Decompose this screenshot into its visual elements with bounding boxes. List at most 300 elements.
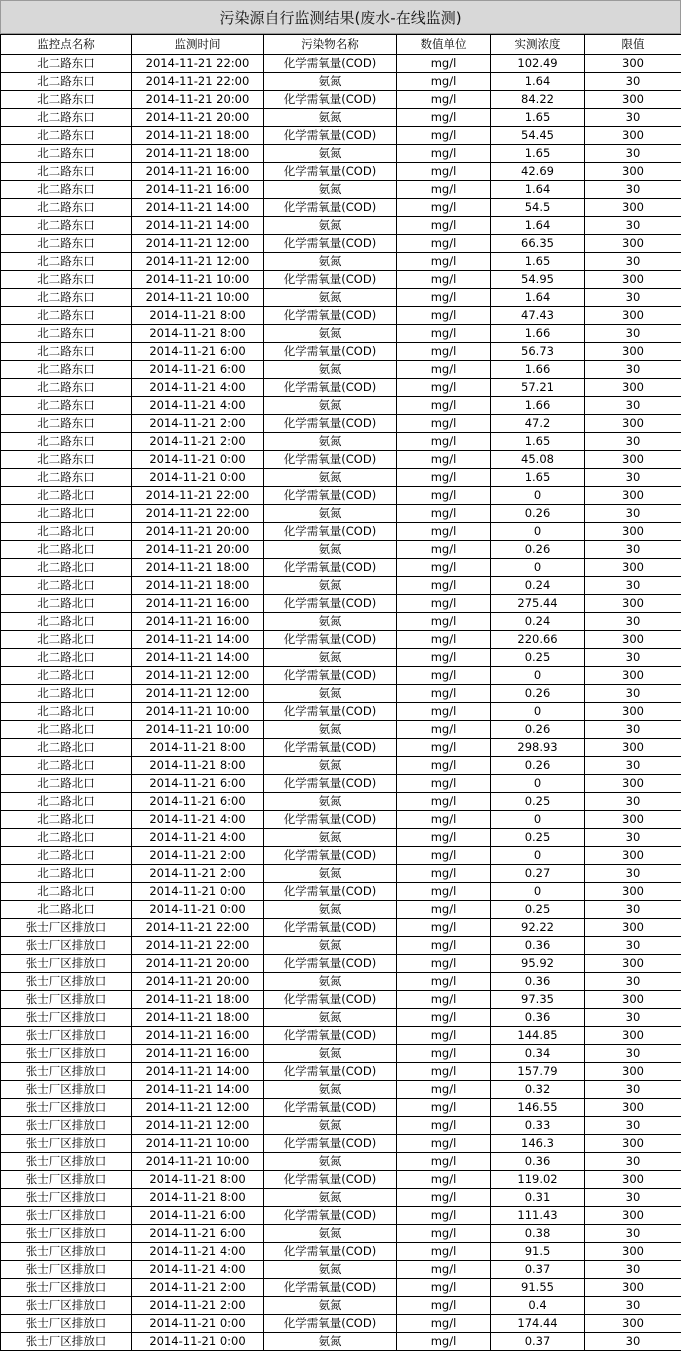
cell-limit: 30	[585, 829, 681, 847]
cell-limit: 30	[585, 541, 681, 559]
table-row	[1, 757, 681, 775]
cell-monitor-time: 2014-11-21 4:00	[132, 1243, 264, 1261]
cell-pollutant-name: 氨氮	[264, 1081, 397, 1099]
cell-limit: 30	[585, 793, 681, 811]
table-row	[1, 685, 681, 703]
cell-measured-value: 92.22	[491, 919, 585, 937]
cell-monitor-time: 2014-11-21 22:00	[132, 55, 264, 73]
table-row	[1, 739, 681, 757]
table-row	[1, 343, 681, 361]
table-row	[1, 793, 681, 811]
table-row	[1, 289, 681, 307]
cell-monitor-point: 张士厂区排放口	[1, 955, 132, 973]
cell-unit: mg/l	[397, 199, 491, 217]
cell-measured-value: 0.36	[491, 1153, 585, 1171]
cell-monitor-point: 北二路北口	[1, 523, 132, 541]
table-row	[1, 469, 681, 487]
cell-unit: mg/l	[397, 685, 491, 703]
cell-limit: 300	[585, 811, 681, 829]
cell-monitor-point: 张士厂区排放口	[1, 1153, 132, 1171]
cell-measured-value: 0.32	[491, 1081, 585, 1099]
table-row	[1, 1225, 681, 1243]
cell-pollutant-name: 氨氮	[264, 937, 397, 955]
cell-pollutant-name: 化学需氧量(COD)	[264, 163, 397, 181]
cell-monitor-time: 2014-11-21 10:00	[132, 721, 264, 739]
cell-unit: mg/l	[397, 1189, 491, 1207]
cell-measured-value: 174.44	[491, 1315, 585, 1333]
cell-measured-value: 0.24	[491, 613, 585, 631]
cell-monitor-point: 张士厂区排放口	[1, 937, 132, 955]
table-row	[1, 1099, 681, 1117]
cell-limit: 300	[585, 487, 681, 505]
cell-monitor-time: 2014-11-21 12:00	[132, 685, 264, 703]
cell-monitor-time: 2014-11-21 12:00	[132, 1099, 264, 1117]
cell-monitor-point: 北二路东口	[1, 199, 132, 217]
cell-measured-value: 1.65	[491, 109, 585, 127]
cell-monitor-point: 张士厂区排放口	[1, 1117, 132, 1135]
cell-pollutant-name: 化学需氧量(COD)	[264, 703, 397, 721]
cell-monitor-time: 2014-11-21 16:00	[132, 1027, 264, 1045]
cell-monitor-point: 北二路北口	[1, 847, 132, 865]
header-monitor-point: 监控点名称	[1, 35, 132, 55]
cell-monitor-point: 北二路东口	[1, 181, 132, 199]
cell-unit: mg/l	[397, 811, 491, 829]
cell-pollutant-name: 氨氮	[264, 1153, 397, 1171]
cell-monitor-time: 2014-11-21 14:00	[132, 199, 264, 217]
cell-monitor-time: 2014-11-21 6:00	[132, 1207, 264, 1225]
cell-monitor-time: 2014-11-21 16:00	[132, 163, 264, 181]
cell-monitor-time: 2014-11-21 22:00	[132, 937, 264, 955]
cell-pollutant-name: 化学需氧量(COD)	[264, 91, 397, 109]
cell-monitor-point: 北二路北口	[1, 703, 132, 721]
cell-monitor-point: 北二路东口	[1, 361, 132, 379]
cell-unit: mg/l	[397, 181, 491, 199]
cell-monitor-time: 2014-11-21 18:00	[132, 145, 264, 163]
cell-limit: 300	[585, 991, 681, 1009]
cell-pollutant-name: 化学需氧量(COD)	[264, 343, 397, 361]
cell-monitor-point: 张士厂区排放口	[1, 1315, 132, 1333]
table-row	[1, 271, 681, 289]
cell-pollutant-name: 化学需氧量(COD)	[264, 919, 397, 937]
cell-monitor-point: 北二路东口	[1, 325, 132, 343]
cell-limit: 30	[585, 1261, 681, 1279]
cell-monitor-point: 北二路东口	[1, 145, 132, 163]
cell-monitor-time: 2014-11-21 14:00	[132, 649, 264, 667]
cell-unit: mg/l	[397, 631, 491, 649]
cell-monitor-time: 2014-11-21 6:00	[132, 343, 264, 361]
cell-unit: mg/l	[397, 721, 491, 739]
cell-limit: 300	[585, 163, 681, 181]
cell-monitor-time: 2014-11-21 10:00	[132, 1135, 264, 1153]
cell-monitor-time: 2014-11-21 20:00	[132, 973, 264, 991]
table-row	[1, 109, 681, 127]
cell-pollutant-name: 氨氮	[264, 1225, 397, 1243]
cell-unit: mg/l	[397, 487, 491, 505]
cell-pollutant-name: 化学需氧量(COD)	[264, 1135, 397, 1153]
cell-pollutant-name: 化学需氧量(COD)	[264, 523, 397, 541]
cell-measured-value: 0.26	[491, 757, 585, 775]
cell-measured-value: 0.37	[491, 1261, 585, 1279]
cell-unit: mg/l	[397, 1333, 491, 1351]
cell-unit: mg/l	[397, 1117, 491, 1135]
cell-unit: mg/l	[397, 793, 491, 811]
table-row	[1, 181, 681, 199]
cell-monitor-point: 北二路北口	[1, 901, 132, 919]
cell-unit: mg/l	[397, 1279, 491, 1297]
table-row	[1, 127, 681, 145]
cell-monitor-time: 2014-11-21 16:00	[132, 595, 264, 613]
cell-limit: 300	[585, 883, 681, 901]
cell-limit: 30	[585, 325, 681, 343]
cell-unit: mg/l	[397, 1135, 491, 1153]
cell-unit: mg/l	[397, 757, 491, 775]
cell-unit: mg/l	[397, 73, 491, 91]
cell-unit: mg/l	[397, 361, 491, 379]
cell-measured-value: 56.73	[491, 343, 585, 361]
cell-monitor-time: 2014-11-21 12:00	[132, 667, 264, 685]
cell-monitor-time: 2014-11-21 0:00	[132, 1333, 264, 1351]
cell-limit: 30	[585, 217, 681, 235]
cell-pollutant-name: 化学需氧量(COD)	[264, 1063, 397, 1081]
cell-limit: 300	[585, 55, 681, 73]
header-monitor-time: 监测时间	[132, 35, 264, 55]
cell-limit: 300	[585, 919, 681, 937]
cell-limit: 300	[585, 1279, 681, 1297]
cell-limit: 300	[585, 91, 681, 109]
table-row	[1, 1063, 681, 1081]
cell-measured-value: 0	[491, 487, 585, 505]
cell-unit: mg/l	[397, 523, 491, 541]
table-row	[1, 613, 681, 631]
table-row	[1, 811, 681, 829]
cell-unit: mg/l	[397, 505, 491, 523]
cell-measured-value: 1.64	[491, 217, 585, 235]
cell-limit: 30	[585, 1225, 681, 1243]
cell-measured-value: 0.25	[491, 649, 585, 667]
table-row	[1, 1315, 681, 1333]
cell-monitor-point: 张士厂区排放口	[1, 1027, 132, 1045]
cell-measured-value: 1.65	[491, 253, 585, 271]
table-row	[1, 595, 681, 613]
cell-measured-value: 1.64	[491, 289, 585, 307]
cell-limit: 30	[585, 433, 681, 451]
table-row	[1, 649, 681, 667]
cell-pollutant-name: 化学需氧量(COD)	[264, 775, 397, 793]
cell-monitor-point: 北二路东口	[1, 73, 132, 91]
table-row	[1, 1243, 681, 1261]
cell-pollutant-name: 氨氮	[264, 721, 397, 739]
cell-monitor-point: 张士厂区排放口	[1, 991, 132, 1009]
cell-pollutant-name: 氨氮	[264, 1261, 397, 1279]
cell-measured-value: 0.33	[491, 1117, 585, 1135]
cell-limit: 30	[585, 685, 681, 703]
cell-monitor-time: 2014-11-21 0:00	[132, 469, 264, 487]
cell-measured-value: 0.37	[491, 1333, 585, 1351]
cell-pollutant-name: 氨氮	[264, 145, 397, 163]
cell-measured-value: 47.43	[491, 307, 585, 325]
cell-monitor-point: 北二路东口	[1, 253, 132, 271]
cell-monitor-time: 2014-11-21 8:00	[132, 1171, 264, 1189]
table-row	[1, 901, 681, 919]
cell-monitor-point: 北二路北口	[1, 865, 132, 883]
cell-unit: mg/l	[397, 829, 491, 847]
cell-limit: 300	[585, 1099, 681, 1117]
cell-pollutant-name: 化学需氧量(COD)	[264, 955, 397, 973]
cell-monitor-point: 张士厂区排放口	[1, 1171, 132, 1189]
cell-limit: 30	[585, 1189, 681, 1207]
cell-monitor-point: 张士厂区排放口	[1, 1063, 132, 1081]
cell-monitor-time: 2014-11-21 20:00	[132, 541, 264, 559]
cell-limit: 30	[585, 145, 681, 163]
cell-unit: mg/l	[397, 1261, 491, 1279]
cell-unit: mg/l	[397, 307, 491, 325]
table-row	[1, 163, 681, 181]
cell-measured-value: 1.66	[491, 397, 585, 415]
cell-unit: mg/l	[397, 937, 491, 955]
table-row	[1, 1261, 681, 1279]
table-row	[1, 1153, 681, 1171]
cell-unit: mg/l	[397, 1063, 491, 1081]
cell-unit: mg/l	[397, 127, 491, 145]
cell-measured-value: 0.26	[491, 685, 585, 703]
cell-measured-value: 0	[491, 811, 585, 829]
cell-monitor-time: 2014-11-21 12:00	[132, 253, 264, 271]
cell-unit: mg/l	[397, 289, 491, 307]
table-row	[1, 379, 681, 397]
cell-measured-value: 0.36	[491, 937, 585, 955]
cell-pollutant-name: 氨氮	[264, 757, 397, 775]
table-row	[1, 775, 681, 793]
cell-monitor-point: 北二路北口	[1, 649, 132, 667]
cell-unit: mg/l	[397, 1171, 491, 1189]
cell-monitor-point: 北二路北口	[1, 631, 132, 649]
cell-measured-value: 119.02	[491, 1171, 585, 1189]
table-row	[1, 415, 681, 433]
cell-pollutant-name: 化学需氧量(COD)	[264, 127, 397, 145]
cell-pollutant-name: 氨氮	[264, 793, 397, 811]
table-row	[1, 1009, 681, 1027]
header-measured-value: 实测浓度	[491, 35, 585, 55]
cell-measured-value: 42.69	[491, 163, 585, 181]
cell-pollutant-name: 氨氮	[264, 541, 397, 559]
cell-monitor-time: 2014-11-21 8:00	[132, 325, 264, 343]
cell-unit: mg/l	[397, 109, 491, 127]
cell-monitor-time: 2014-11-21 2:00	[132, 415, 264, 433]
cell-measured-value: 66.35	[491, 235, 585, 253]
table-row	[1, 1027, 681, 1045]
cell-pollutant-name: 氨氮	[264, 1297, 397, 1315]
cell-monitor-time: 2014-11-21 16:00	[132, 613, 264, 631]
cell-unit: mg/l	[397, 1099, 491, 1117]
table-row	[1, 541, 681, 559]
cell-limit: 300	[585, 451, 681, 469]
cell-measured-value: 84.22	[491, 91, 585, 109]
header-row	[1, 35, 681, 55]
table-row	[1, 217, 681, 235]
cell-limit: 300	[585, 415, 681, 433]
cell-unit: mg/l	[397, 1045, 491, 1063]
cell-monitor-point: 北二路东口	[1, 91, 132, 109]
cell-monitor-time: 2014-11-21 14:00	[132, 631, 264, 649]
cell-limit: 30	[585, 973, 681, 991]
cell-pollutant-name: 氨氮	[264, 1117, 397, 1135]
cell-pollutant-name: 化学需氧量(COD)	[264, 883, 397, 901]
cell-pollutant-name: 化学需氧量(COD)	[264, 451, 397, 469]
table-row	[1, 973, 681, 991]
cell-limit: 300	[585, 379, 681, 397]
cell-pollutant-name: 化学需氧量(COD)	[264, 847, 397, 865]
header-unit: 数值单位	[397, 35, 491, 55]
cell-pollutant-name: 氨氮	[264, 361, 397, 379]
cell-pollutant-name: 化学需氧量(COD)	[264, 991, 397, 1009]
cell-unit: mg/l	[397, 145, 491, 163]
table-row	[1, 865, 681, 883]
table-row	[1, 1333, 681, 1351]
cell-monitor-point: 张士厂区排放口	[1, 1333, 132, 1351]
cell-limit: 300	[585, 559, 681, 577]
cell-unit: mg/l	[397, 865, 491, 883]
cell-measured-value: 97.35	[491, 991, 585, 1009]
cell-monitor-time: 2014-11-21 18:00	[132, 577, 264, 595]
cell-pollutant-name: 氨氮	[264, 181, 397, 199]
cell-limit: 30	[585, 361, 681, 379]
cell-measured-value: 111.43	[491, 1207, 585, 1225]
cell-pollutant-name: 化学需氧量(COD)	[264, 1099, 397, 1117]
cell-pollutant-name: 氨氮	[264, 1189, 397, 1207]
cell-monitor-time: 2014-11-21 8:00	[132, 307, 264, 325]
cell-monitor-time: 2014-11-21 10:00	[132, 703, 264, 721]
table-row	[1, 523, 681, 541]
table-row	[1, 721, 681, 739]
cell-measured-value: 1.64	[491, 73, 585, 91]
cell-limit: 300	[585, 307, 681, 325]
cell-measured-value: 146.3	[491, 1135, 585, 1153]
cell-monitor-time: 2014-11-21 10:00	[132, 271, 264, 289]
cell-limit: 30	[585, 1045, 681, 1063]
cell-unit: mg/l	[397, 469, 491, 487]
cell-pollutant-name: 氨氮	[264, 109, 397, 127]
cell-measured-value: 54.45	[491, 127, 585, 145]
cell-monitor-point: 北二路北口	[1, 721, 132, 739]
cell-measured-value: 102.49	[491, 55, 585, 73]
cell-monitor-time: 2014-11-21 6:00	[132, 775, 264, 793]
cell-monitor-point: 张士厂区排放口	[1, 1207, 132, 1225]
table-row	[1, 253, 681, 271]
cell-unit: mg/l	[397, 433, 491, 451]
cell-pollutant-name: 化学需氧量(COD)	[264, 595, 397, 613]
table-row	[1, 55, 681, 73]
cell-pollutant-name: 氨氮	[264, 469, 397, 487]
cell-unit: mg/l	[397, 559, 491, 577]
cell-monitor-point: 北二路东口	[1, 433, 132, 451]
cell-measured-value: 220.66	[491, 631, 585, 649]
table-row	[1, 1171, 681, 1189]
cell-monitor-time: 2014-11-21 22:00	[132, 487, 264, 505]
cell-monitor-point: 北二路东口	[1, 217, 132, 235]
table-row	[1, 307, 681, 325]
cell-monitor-point: 北二路东口	[1, 343, 132, 361]
cell-measured-value: 0	[491, 667, 585, 685]
cell-monitor-point: 北二路北口	[1, 613, 132, 631]
cell-limit: 300	[585, 631, 681, 649]
table-row	[1, 91, 681, 109]
cell-monitor-point: 北二路北口	[1, 487, 132, 505]
cell-limit: 30	[585, 901, 681, 919]
cell-limit: 300	[585, 775, 681, 793]
cell-measured-value: 1.65	[491, 145, 585, 163]
cell-monitor-time: 2014-11-21 16:00	[132, 181, 264, 199]
cell-pollutant-name: 氨氮	[264, 1045, 397, 1063]
table-row	[1, 577, 681, 595]
cell-limit: 30	[585, 1297, 681, 1315]
cell-monitor-time: 2014-11-21 10:00	[132, 1153, 264, 1171]
cell-unit: mg/l	[397, 703, 491, 721]
cell-measured-value: 0.36	[491, 973, 585, 991]
table-row	[1, 451, 681, 469]
cell-unit: mg/l	[397, 1027, 491, 1045]
cell-unit: mg/l	[397, 667, 491, 685]
cell-pollutant-name: 化学需氧量(COD)	[264, 811, 397, 829]
table-row	[1, 199, 681, 217]
cell-pollutant-name: 化学需氧量(COD)	[264, 235, 397, 253]
cell-limit: 300	[585, 1243, 681, 1261]
cell-monitor-time: 2014-11-21 8:00	[132, 739, 264, 757]
cell-monitor-point: 北二路东口	[1, 289, 132, 307]
cell-pollutant-name: 氨氮	[264, 973, 397, 991]
cell-limit: 300	[585, 739, 681, 757]
cell-measured-value: 144.85	[491, 1027, 585, 1045]
cell-monitor-point: 北二路北口	[1, 505, 132, 523]
cell-monitor-point: 北二路东口	[1, 163, 132, 181]
cell-monitor-point: 北二路北口	[1, 883, 132, 901]
cell-monitor-time: 2014-11-21 2:00	[132, 1279, 264, 1297]
cell-unit: mg/l	[397, 1243, 491, 1261]
cell-measured-value: 0.27	[491, 865, 585, 883]
cell-monitor-point: 张士厂区排放口	[1, 1045, 132, 1063]
cell-unit: mg/l	[397, 217, 491, 235]
cell-pollutant-name: 氨氮	[264, 613, 397, 631]
cell-pollutant-name: 氨氮	[264, 829, 397, 847]
cell-unit: mg/l	[397, 577, 491, 595]
cell-limit: 300	[585, 1207, 681, 1225]
cell-monitor-point: 北二路北口	[1, 775, 132, 793]
cell-monitor-point: 张士厂区排放口	[1, 1189, 132, 1207]
cell-pollutant-name: 化学需氧量(COD)	[264, 739, 397, 757]
cell-monitor-time: 2014-11-21 22:00	[132, 73, 264, 91]
cell-unit: mg/l	[397, 883, 491, 901]
table-row	[1, 559, 681, 577]
cell-monitor-point: 张士厂区排放口	[1, 1279, 132, 1297]
cell-unit: mg/l	[397, 847, 491, 865]
cell-unit: mg/l	[397, 919, 491, 937]
monitoring-results-table	[0, 34, 681, 1351]
cell-limit: 30	[585, 649, 681, 667]
cell-monitor-time: 2014-11-21 16:00	[132, 1045, 264, 1063]
cell-measured-value: 0.36	[491, 1009, 585, 1027]
cell-limit: 300	[585, 127, 681, 145]
cell-measured-value: 0.25	[491, 793, 585, 811]
cell-monitor-time: 2014-11-21 18:00	[132, 1009, 264, 1027]
header-limit: 限值	[585, 35, 681, 55]
table-row	[1, 73, 681, 91]
cell-monitor-point: 北二路东口	[1, 379, 132, 397]
cell-measured-value: 91.55	[491, 1279, 585, 1297]
cell-pollutant-name: 氨氮	[264, 217, 397, 235]
cell-pollutant-name: 氨氮	[264, 901, 397, 919]
cell-limit: 30	[585, 109, 681, 127]
table-row	[1, 505, 681, 523]
cell-measured-value: 57.21	[491, 379, 585, 397]
